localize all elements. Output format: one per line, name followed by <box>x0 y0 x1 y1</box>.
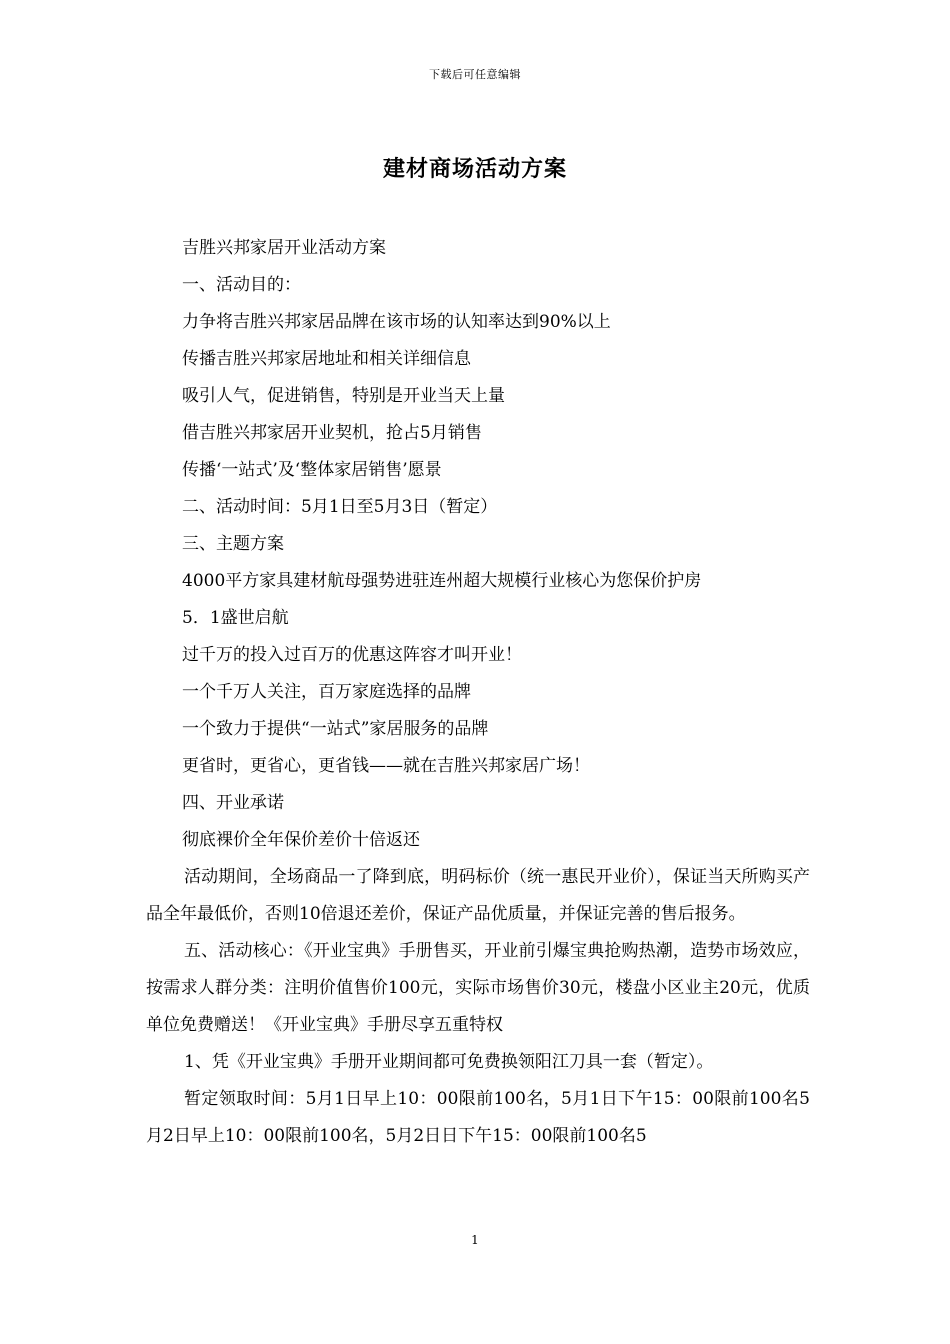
section-heading: 四、开业承诺 <box>182 793 284 813</box>
section-heading: 三、主题方案 <box>182 534 284 554</box>
text-line: 一个致力于提供“一站式”家居服务的品牌 <box>182 719 489 739</box>
text-line: 过千万的投入过百万的优惠这阵容才叫开业！ <box>182 645 522 665</box>
text-line: 更省时，更省心，更省钱——就在吉胜兴邦家居广场！ <box>182 756 590 776</box>
text-line: 彻底裸价全年保价差价十倍返还 <box>182 830 420 850</box>
paragraph: 五、活动核心：《开业宝典》手册售买，开业前引爆宝典抢购热潮，造势市场效应，按需求人群分类：注明价值售价100元，实际市场售价30元，楼盘小区业主20元，优质单位免费赠送！《开业宝典》手册尽享五重特权 <box>146 941 810 1035</box>
document-body <box>146 230 810 1155</box>
section-heading: 二、活动时间：5月1日至5月3日（暂定） <box>182 497 498 517</box>
text-line: 传播‘一站式’及‘整体家居销售’愿景 <box>182 460 442 480</box>
text-line: 借吉胜兴邦家居开业契机，抢占5月销售 <box>182 423 482 443</box>
text-line: 传播吉胜兴邦家居地址和相关详细信息 <box>182 349 471 369</box>
page-number: 1 <box>471 1233 479 1247</box>
text-line: 5．1盛世启航 <box>182 608 289 628</box>
paragraph: 1、凭《开业宝典》手册开业期间都可免费换领阳江刀具一套（暂定）。 <box>184 1052 714 1072</box>
header-note: 下载后可任意编辑 <box>429 68 521 81</box>
section-heading: 一、活动目的： <box>182 275 301 295</box>
text-line: 力争将吉胜兴邦家居品牌在该市场的认知率达到90%以上 <box>182 312 611 332</box>
text-line: 吉胜兴邦家居开业活动方案 <box>182 238 386 258</box>
text-line: 一个千万人关注，百万家庭选择的品牌 <box>182 682 471 702</box>
paragraph: 暂定领取时间：5月1日早上10：00限前100名，5月1日下午15：00限前100名5月2日早上10：00限前100名，5月2日日下午15：00限前100名5 <box>146 1089 810 1146</box>
document-title: 建材商场活动方案 <box>382 156 567 182</box>
text-line: 4000平方家具建材航母强势进驻连州超大规模行业核心为您保价护房 <box>182 571 702 591</box>
text-line: 吸引人气，促进销售，特别是开业当天上量 <box>182 386 505 406</box>
paragraph: 活动期间，全场商品一了降到底，明码标价（统一惠民开业价），保证当天所购买产品全年最低价，否则10倍退还差价，保证产品优质量，并保证完善的售后报务。 <box>146 867 810 924</box>
